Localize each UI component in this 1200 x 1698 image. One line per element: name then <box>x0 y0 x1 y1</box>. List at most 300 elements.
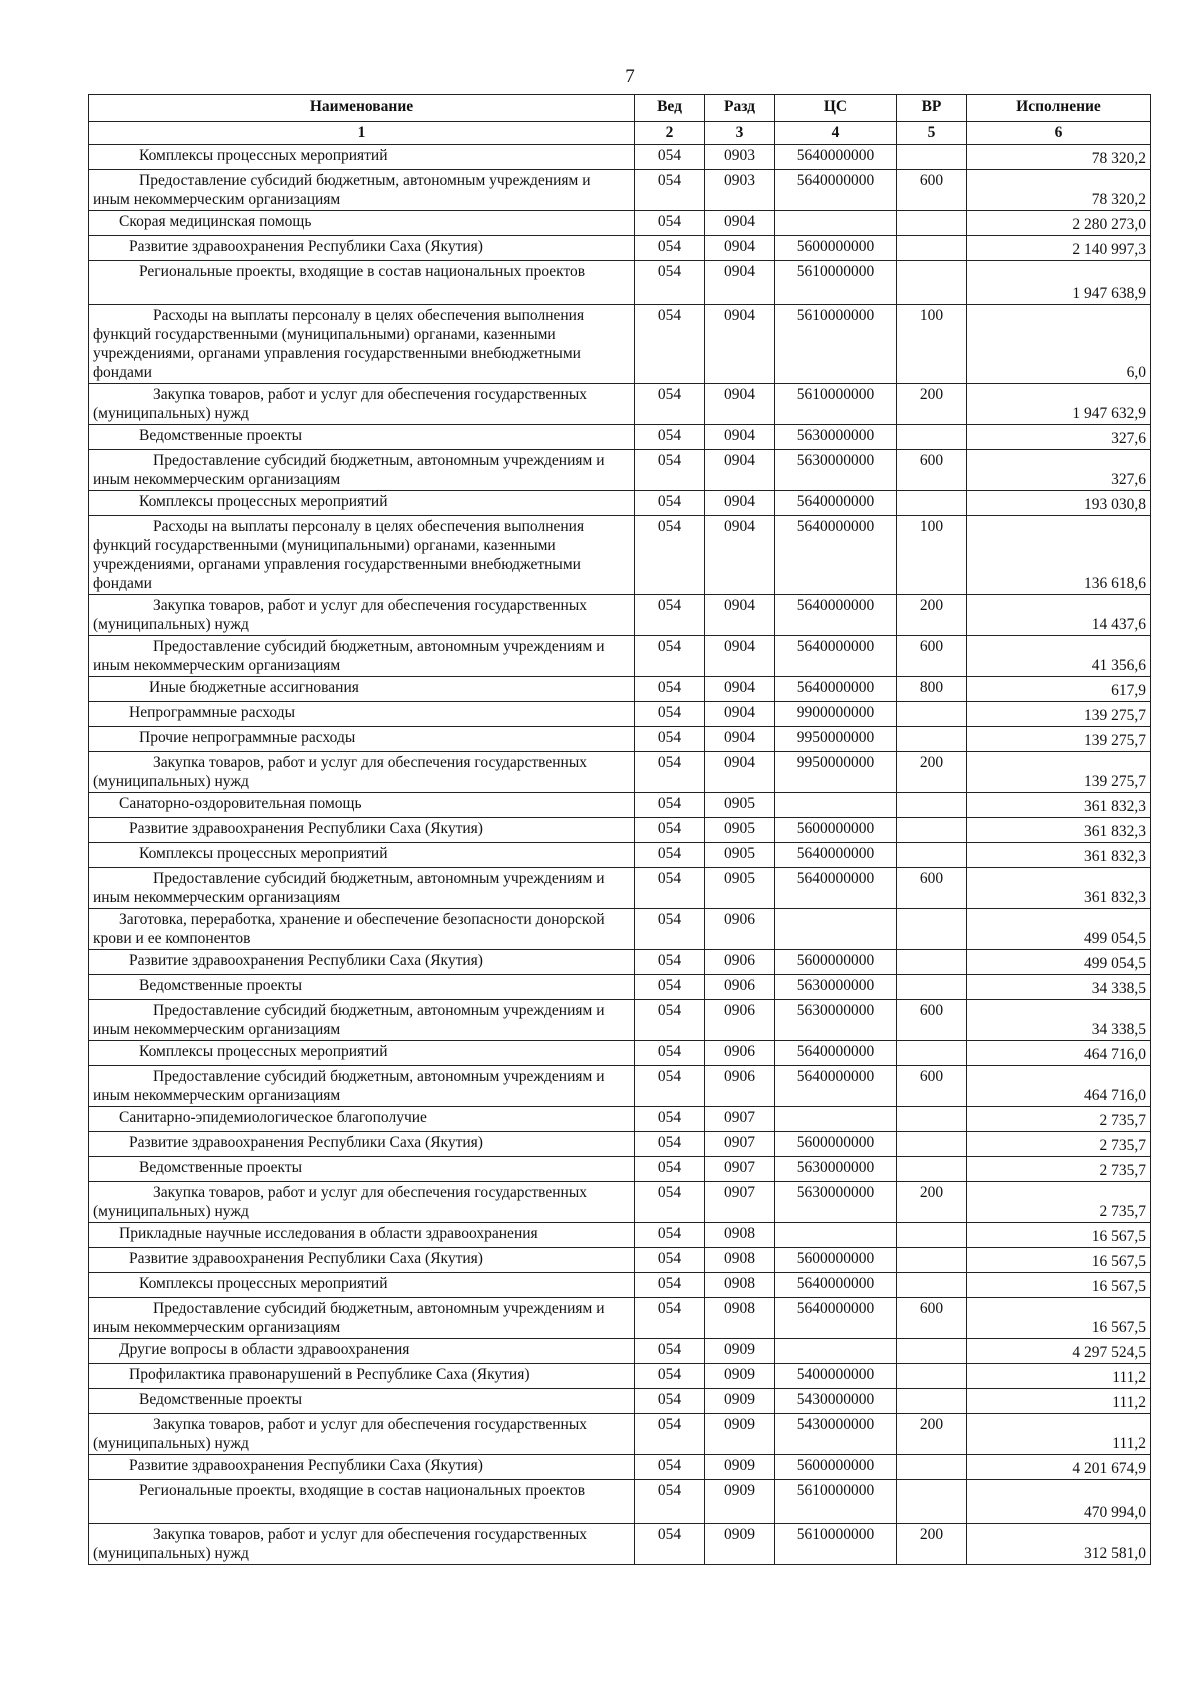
table-row <box>89 516 1151 595</box>
row-vr <box>897 1107 967 1132</box>
row-cs: 5640000000 <box>775 595 897 636</box>
row-execution: 2 140 997,3 <box>967 236 1151 261</box>
row-razd: 0905 <box>705 868 775 909</box>
row-ved: 054 <box>635 909 705 950</box>
table-row <box>89 1389 1151 1414</box>
row-execution: 14 437,6 <box>967 595 1151 636</box>
row-razd: 0906 <box>705 950 775 975</box>
row-execution: 361 832,3 <box>967 843 1151 868</box>
row-vr <box>897 1364 967 1389</box>
row-vr <box>897 1248 967 1273</box>
row-vr <box>897 1157 967 1182</box>
row-cs: 5630000000 <box>775 975 897 1000</box>
row-execution: 361 832,3 <box>967 818 1151 843</box>
row-name: Ведомственные проекты <box>89 1157 635 1182</box>
row-ved: 054 <box>635 1524 705 1565</box>
row-execution: 617,9 <box>967 677 1151 702</box>
row-execution: 327,6 <box>967 450 1151 491</box>
row-name: Ведомственные проекты <box>89 425 635 450</box>
row-name: Предоставление субсидий бюджетным, автономным учреждениям и иным некоммерческим организациям <box>89 1298 635 1339</box>
header-row <box>89 95 1151 122</box>
row-name: Комплексы процессных мероприятий <box>89 843 635 868</box>
row-vr <box>897 236 967 261</box>
row-ved: 054 <box>635 450 705 491</box>
row-ved: 054 <box>635 636 705 677</box>
row-name: Ведомственные проекты <box>89 975 635 1000</box>
row-execution: 111,2 <box>967 1389 1151 1414</box>
table-row <box>89 1524 1151 1565</box>
row-execution: 78 320,2 <box>967 145 1151 170</box>
row-execution: 1 947 638,9 <box>967 261 1151 305</box>
table-row <box>89 1414 1151 1455</box>
row-vr <box>897 727 967 752</box>
row-razd: 0905 <box>705 843 775 868</box>
table-row <box>89 1480 1151 1524</box>
row-ved: 054 <box>635 752 705 793</box>
row-execution: 4 201 674,9 <box>967 1455 1151 1480</box>
row-name: Предоставление субсидий бюджетным, автономным учреждениям и иным некоммерческим организациям <box>89 1000 635 1041</box>
row-vr <box>897 843 967 868</box>
row-vr <box>897 491 967 516</box>
row-ved: 054 <box>635 236 705 261</box>
row-execution: 312 581,0 <box>967 1524 1151 1565</box>
row-name: Комплексы процессных мероприятий <box>89 1273 635 1298</box>
row-ved: 054 <box>635 145 705 170</box>
row-cs: 5630000000 <box>775 450 897 491</box>
row-vr: 100 <box>897 305 967 384</box>
row-razd: 0904 <box>705 595 775 636</box>
row-name: Развитие здравоохранения Республики Саха (Якутия) <box>89 1455 635 1480</box>
row-cs <box>775 1339 897 1364</box>
column-index: 3 <box>705 122 775 145</box>
table-row <box>89 909 1151 950</box>
page-number: 7 <box>625 66 635 87</box>
row-execution: 111,2 <box>967 1414 1151 1455</box>
row-name: Прочие непрограммные расходы <box>89 727 635 752</box>
row-name: Скорая медицинская помощь <box>89 211 635 236</box>
row-razd: 0907 <box>705 1182 775 1223</box>
row-razd: 0907 <box>705 1157 775 1182</box>
row-ved: 054 <box>635 677 705 702</box>
row-razd: 0908 <box>705 1248 775 1273</box>
row-execution: 34 338,5 <box>967 1000 1151 1041</box>
row-name: Санитарно-эпидемиологическое благополучие <box>89 1107 635 1132</box>
row-name: Комплексы процессных мероприятий <box>89 145 635 170</box>
table-row <box>89 595 1151 636</box>
row-razd: 0904 <box>705 450 775 491</box>
row-ved: 054 <box>635 1389 705 1414</box>
row-cs: 5630000000 <box>775 425 897 450</box>
row-execution: 139 275,7 <box>967 702 1151 727</box>
header-cs: ЦС <box>775 95 897 122</box>
row-name: Закупка товаров, работ и услуг для обеспечения государственных (муниципальных) нужд <box>89 595 635 636</box>
row-name: Прикладные научные исследования в области здравоохранения <box>89 1223 635 1248</box>
row-razd: 0904 <box>705 236 775 261</box>
row-cs <box>775 909 897 950</box>
budget-execution-table <box>88 94 1151 1565</box>
row-vr: 600 <box>897 636 967 677</box>
table-row <box>89 702 1151 727</box>
row-cs: 5600000000 <box>775 1455 897 1480</box>
row-cs: 9950000000 <box>775 752 897 793</box>
table-row <box>89 636 1151 677</box>
row-execution: 2 735,7 <box>967 1182 1151 1223</box>
row-execution: 327,6 <box>967 425 1151 450</box>
row-razd: 0908 <box>705 1298 775 1339</box>
row-cs: 5640000000 <box>775 1298 897 1339</box>
row-cs: 5640000000 <box>775 491 897 516</box>
row-vr: 600 <box>897 868 967 909</box>
row-execution: 361 832,3 <box>967 793 1151 818</box>
row-name: Развитие здравоохранения Республики Саха (Якутия) <box>89 236 635 261</box>
row-name: Предоставление субсидий бюджетным, автономным учреждениям и иным некоммерческим организациям <box>89 636 635 677</box>
row-cs: 5600000000 <box>775 950 897 975</box>
row-ved: 054 <box>635 975 705 1000</box>
table-row <box>89 1107 1151 1132</box>
row-execution: 193 030,8 <box>967 491 1151 516</box>
row-execution: 16 567,5 <box>967 1248 1151 1273</box>
row-razd: 0909 <box>705 1389 775 1414</box>
row-ved: 054 <box>635 793 705 818</box>
row-cs: 5640000000 <box>775 1041 897 1066</box>
column-index: 1 <box>89 122 635 145</box>
table-row <box>89 1041 1151 1066</box>
table-row <box>89 1132 1151 1157</box>
row-execution: 470 994,0 <box>967 1480 1151 1524</box>
column-index-row <box>89 122 1151 145</box>
row-vr <box>897 1339 967 1364</box>
row-cs: 5640000000 <box>775 677 897 702</box>
row-execution: 41 356,6 <box>967 636 1151 677</box>
table-row <box>89 1248 1151 1273</box>
row-ved: 054 <box>635 170 705 211</box>
table-row <box>89 1364 1151 1389</box>
table-row <box>89 818 1151 843</box>
row-execution: 6,0 <box>967 305 1151 384</box>
row-vr: 200 <box>897 1414 967 1455</box>
row-razd: 0906 <box>705 1041 775 1066</box>
column-index: 5 <box>897 122 967 145</box>
row-ved: 054 <box>635 1223 705 1248</box>
row-cs: 5600000000 <box>775 818 897 843</box>
table-row <box>89 170 1151 211</box>
column-index: 6 <box>967 122 1151 145</box>
row-vr: 600 <box>897 1000 967 1041</box>
row-ved: 054 <box>635 727 705 752</box>
row-name: Закупка товаров, работ и услуг для обеспечения государственных (муниципальных) нужд <box>89 1182 635 1223</box>
table-row <box>89 1182 1151 1223</box>
row-vr: 600 <box>897 170 967 211</box>
row-razd: 0904 <box>705 491 775 516</box>
row-razd: 0909 <box>705 1364 775 1389</box>
row-cs: 5400000000 <box>775 1364 897 1389</box>
row-vr <box>897 1389 967 1414</box>
row-name: Другие вопросы в области здравоохранения <box>89 1339 635 1364</box>
row-execution: 111,2 <box>967 1364 1151 1389</box>
header-name: Наименование <box>89 95 635 122</box>
row-razd: 0903 <box>705 170 775 211</box>
row-name: Непрограммные расходы <box>89 702 635 727</box>
row-ved: 054 <box>635 261 705 305</box>
row-razd: 0906 <box>705 1000 775 1041</box>
row-ved: 054 <box>635 1132 705 1157</box>
row-vr <box>897 1132 967 1157</box>
table-row <box>89 793 1151 818</box>
row-vr <box>897 1480 967 1524</box>
row-name: Комплексы процессных мероприятий <box>89 491 635 516</box>
row-vr <box>897 1273 967 1298</box>
row-name: Региональные проекты, входящие в состав национальных проектов <box>89 261 635 305</box>
row-ved: 054 <box>635 843 705 868</box>
table-row <box>89 145 1151 170</box>
table-row <box>89 450 1151 491</box>
table-row <box>89 1066 1151 1107</box>
table-row <box>89 1157 1151 1182</box>
row-cs: 5630000000 <box>775 1000 897 1041</box>
row-cs: 5610000000 <box>775 384 897 425</box>
row-razd: 0904 <box>705 727 775 752</box>
header-ved: Вед <box>635 95 705 122</box>
row-razd: 0906 <box>705 975 775 1000</box>
row-vr: 200 <box>897 1524 967 1565</box>
row-vr <box>897 425 967 450</box>
row-cs: 5640000000 <box>775 636 897 677</box>
row-ved: 054 <box>635 595 705 636</box>
row-execution: 139 275,7 <box>967 727 1151 752</box>
row-vr <box>897 975 967 1000</box>
row-execution: 34 338,5 <box>967 975 1151 1000</box>
row-vr: 200 <box>897 1182 967 1223</box>
row-name: Предоставление субсидий бюджетным, автономным учреждениям и иным некоммерческим организациям <box>89 170 635 211</box>
row-ved: 054 <box>635 516 705 595</box>
table-row <box>89 305 1151 384</box>
row-vr: 600 <box>897 1066 967 1107</box>
row-razd: 0903 <box>705 145 775 170</box>
row-ved: 054 <box>635 950 705 975</box>
row-ved: 054 <box>635 1273 705 1298</box>
row-execution: 136 618,6 <box>967 516 1151 595</box>
row-cs: 5640000000 <box>775 1273 897 1298</box>
row-execution: 1 947 632,9 <box>967 384 1151 425</box>
row-name: Закупка товаров, работ и услуг для обеспечения государственных (муниципальных) нужд <box>89 1414 635 1455</box>
row-execution: 464 716,0 <box>967 1066 1151 1107</box>
row-execution: 464 716,0 <box>967 1041 1151 1066</box>
row-razd: 0905 <box>705 818 775 843</box>
row-ved: 054 <box>635 1041 705 1066</box>
row-ved: 054 <box>635 1414 705 1455</box>
header-execution: Исполнение <box>967 95 1151 122</box>
row-vr <box>897 702 967 727</box>
table-row <box>89 727 1151 752</box>
row-cs: 5640000000 <box>775 516 897 595</box>
row-cs: 9900000000 <box>775 702 897 727</box>
row-cs: 5640000000 <box>775 868 897 909</box>
row-razd: 0904 <box>705 384 775 425</box>
row-ved: 054 <box>635 1248 705 1273</box>
table-row <box>89 1273 1151 1298</box>
column-index: 2 <box>635 122 705 145</box>
table-row <box>89 868 1151 909</box>
header-razd: Разд <box>705 95 775 122</box>
row-name: Развитие здравоохранения Республики Саха (Якутия) <box>89 1132 635 1157</box>
column-index: 4 <box>775 122 897 145</box>
table-row <box>89 843 1151 868</box>
row-execution: 4 297 524,5 <box>967 1339 1151 1364</box>
row-razd: 0904 <box>705 261 775 305</box>
row-name: Развитие здравоохранения Республики Саха (Якутия) <box>89 950 635 975</box>
row-ved: 054 <box>635 1157 705 1182</box>
row-cs: 5610000000 <box>775 261 897 305</box>
row-razd: 0904 <box>705 702 775 727</box>
row-vr <box>897 818 967 843</box>
row-razd: 0904 <box>705 305 775 384</box>
row-ved: 054 <box>635 1480 705 1524</box>
row-razd: 0909 <box>705 1524 775 1565</box>
row-cs: 5600000000 <box>775 236 897 261</box>
table-row <box>89 384 1151 425</box>
row-name: Развитие здравоохранения Республики Саха (Якутия) <box>89 1248 635 1273</box>
row-razd: 0904 <box>705 636 775 677</box>
row-ved: 054 <box>635 1364 705 1389</box>
row-vr <box>897 950 967 975</box>
row-execution: 16 567,5 <box>967 1273 1151 1298</box>
row-vr <box>897 261 967 305</box>
row-cs <box>775 793 897 818</box>
row-razd: 0905 <box>705 793 775 818</box>
row-name: Региональные проекты, входящие в состав национальных проектов <box>89 1480 635 1524</box>
row-execution: 2 735,7 <box>967 1107 1151 1132</box>
row-razd: 0904 <box>705 516 775 595</box>
row-ved: 054 <box>635 491 705 516</box>
row-ved: 054 <box>635 1455 705 1480</box>
row-razd: 0908 <box>705 1273 775 1298</box>
row-razd: 0908 <box>705 1223 775 1248</box>
table-row <box>89 1339 1151 1364</box>
table-row <box>89 1223 1151 1248</box>
row-vr <box>897 793 967 818</box>
table-row <box>89 1000 1151 1041</box>
row-cs: 5640000000 <box>775 170 897 211</box>
row-vr: 200 <box>897 384 967 425</box>
row-ved: 054 <box>635 1339 705 1364</box>
row-cs: 5600000000 <box>775 1132 897 1157</box>
row-execution: 16 567,5 <box>967 1223 1151 1248</box>
table-row <box>89 752 1151 793</box>
row-execution: 361 832,3 <box>967 868 1151 909</box>
row-razd: 0904 <box>705 425 775 450</box>
row-ved: 054 <box>635 1298 705 1339</box>
table-row <box>89 491 1151 516</box>
row-razd: 0904 <box>705 211 775 236</box>
row-razd: 0904 <box>705 752 775 793</box>
row-name: Предоставление субсидий бюджетным, автономным учреждениям и иным некоммерческим организациям <box>89 868 635 909</box>
row-razd: 0909 <box>705 1339 775 1364</box>
row-cs <box>775 1107 897 1132</box>
row-name: Предоставление субсидий бюджетным, автономным учреждениям и иным некоммерческим организациям <box>89 1066 635 1107</box>
row-vr <box>897 909 967 950</box>
row-execution: 139 275,7 <box>967 752 1151 793</box>
row-cs: 5630000000 <box>775 1157 897 1182</box>
row-vr: 200 <box>897 752 967 793</box>
row-ved: 054 <box>635 1000 705 1041</box>
row-ved: 054 <box>635 384 705 425</box>
row-cs: 5630000000 <box>775 1182 897 1223</box>
row-ved: 054 <box>635 1107 705 1132</box>
row-name: Санаторно-оздоровительная помощь <box>89 793 635 818</box>
row-cs: 5640000000 <box>775 843 897 868</box>
row-vr <box>897 145 967 170</box>
table-row <box>89 425 1151 450</box>
row-cs: 5640000000 <box>775 1066 897 1107</box>
row-cs: 5610000000 <box>775 305 897 384</box>
row-cs <box>775 211 897 236</box>
header-vr: ВР <box>897 95 967 122</box>
row-cs <box>775 1223 897 1248</box>
table-row <box>89 1298 1151 1339</box>
row-cs: 9950000000 <box>775 727 897 752</box>
row-vr: 600 <box>897 450 967 491</box>
row-name: Профилактика правонарушений в Республике Саха (Якутия) <box>89 1364 635 1389</box>
row-cs: 5430000000 <box>775 1389 897 1414</box>
row-razd: 0907 <box>705 1132 775 1157</box>
row-razd: 0906 <box>705 909 775 950</box>
row-vr: 100 <box>897 516 967 595</box>
row-execution: 16 567,5 <box>967 1298 1151 1339</box>
table-row <box>89 677 1151 702</box>
row-ved: 054 <box>635 211 705 236</box>
row-vr: 600 <box>897 1298 967 1339</box>
row-name: Заготовка, переработка, хранение и обеспечение безопасности донорской крови и ее компонентов <box>89 909 635 950</box>
row-name: Расходы на выплаты персоналу в целях обеспечения выполнения функций государственными (муниципальными) органами, казенными учреждениями, органами управления государственными внебюджетными фондами <box>89 516 635 595</box>
row-execution: 499 054,5 <box>967 950 1151 975</box>
row-razd: 0907 <box>705 1107 775 1132</box>
row-execution: 2 280 273,0 <box>967 211 1151 236</box>
row-ved: 054 <box>635 702 705 727</box>
row-vr <box>897 211 967 236</box>
row-name: Иные бюджетные ассигнования <box>89 677 635 702</box>
row-ved: 054 <box>635 1066 705 1107</box>
row-vr <box>897 1223 967 1248</box>
row-ved: 054 <box>635 868 705 909</box>
row-cs: 5430000000 <box>775 1414 897 1455</box>
table-row <box>89 211 1151 236</box>
table-row <box>89 261 1151 305</box>
row-name: Комплексы процессных мероприятий <box>89 1041 635 1066</box>
table-row <box>89 236 1151 261</box>
row-name: Предоставление субсидий бюджетным, автономным учреждениям и иным некоммерческим организациям <box>89 450 635 491</box>
row-cs: 5610000000 <box>775 1480 897 1524</box>
row-name: Закупка товаров, работ и услуг для обеспечения государственных (муниципальных) нужд <box>89 384 635 425</box>
row-vr: 200 <box>897 595 967 636</box>
row-ved: 054 <box>635 818 705 843</box>
row-vr: 800 <box>897 677 967 702</box>
row-ved: 054 <box>635 305 705 384</box>
row-razd: 0909 <box>705 1480 775 1524</box>
row-name: Закупка товаров, работ и услуг для обеспечения государственных (муниципальных) нужд <box>89 1524 635 1565</box>
row-name: Ведомственные проекты <box>89 1389 635 1414</box>
row-vr <box>897 1455 967 1480</box>
row-name: Закупка товаров, работ и услуг для обеспечения государственных (муниципальных) нужд <box>89 752 635 793</box>
table-row <box>89 950 1151 975</box>
table-body <box>89 145 1151 1565</box>
row-name: Расходы на выплаты персоналу в целях обеспечения выполнения функций государственными (муниципальными) органами, казенными учреждениями, органами управления государственными внебюджетными фондами <box>89 305 635 384</box>
row-execution: 499 054,5 <box>967 909 1151 950</box>
table-row <box>89 1455 1151 1480</box>
row-vr <box>897 1041 967 1066</box>
row-cs: 5640000000 <box>775 145 897 170</box>
row-razd: 0904 <box>705 677 775 702</box>
row-execution: 78 320,2 <box>967 170 1151 211</box>
